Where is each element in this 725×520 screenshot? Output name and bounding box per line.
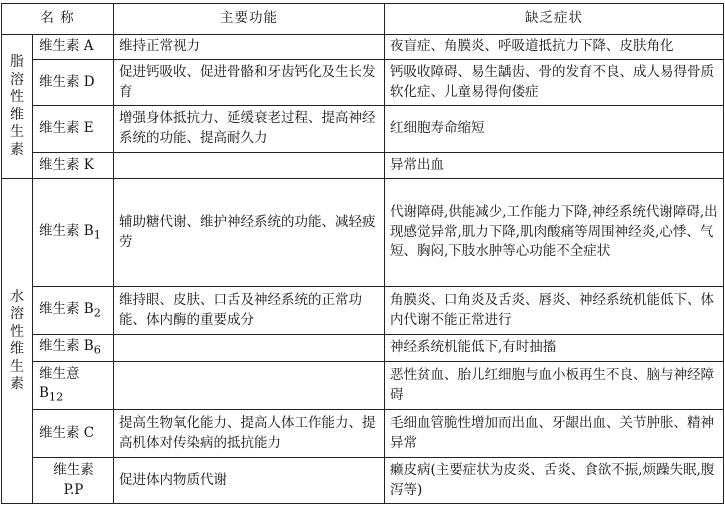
vitamin-name: 维生素 $B_1$ [33,179,114,287]
vitamin-function [114,335,385,362]
vitamin-function: 维持眼、皮肤、口舌及神经系统的正常功能、体内酶的重要成分 [114,287,385,335]
header-deficiency: 缺乏症状 [385,4,724,35]
table-row [2,287,724,335]
table-row [2,35,724,60]
vitamin-function: 增强身体抵抗力、延缓衰老过程、提高神经系统的功能、提高耐久力 [114,106,385,153]
vitamin-function: 促进体内物质代谢 [114,458,385,504]
vitamin-name: 维生素 D [33,60,114,106]
vitamin-deficiency: 毛细血管脆性增加而出血、牙龈出血、关节肿胀、精神异常 [385,410,724,458]
table-row [2,179,724,287]
vitamin-name: 维生素 $B_6$ [33,335,114,362]
table-row [2,106,724,153]
vitamin-deficiency: 夜盲症、角膜炎、呼吸道抵抗力下降、皮肤角化 [385,35,724,60]
group-fat-soluble: 脂溶性维生素 [2,35,33,179]
vitamin-deficiency: 代谢障碍,供能减少,工作能力下降,神经系统代谢障碍,出现感觉异常,肌力下降,肌肉酸痛等周围神经炎,心悸、气短、胸闷,下肢水肿等心功能不全症状 [385,179,724,287]
header-function: 主要功能 [114,4,385,35]
vitamin-function: 辅助糖代谢、维护神经系统的功能、减轻疲劳 [114,179,385,287]
table-row [2,410,724,458]
vitamin-deficiency: 癞皮病(主要症状为皮炎、舌炎、食欲不振,烦躁失眠,腹泻等) [385,458,724,504]
vitamin-function: 促进钙吸收、促进骨骼和牙齿钙化及生长发育 [114,60,385,106]
vitamin-name: 维生素 A [33,35,114,60]
table-row [2,335,724,362]
vitamin-name: 维生素 E [33,106,114,153]
vitamin-name: 维生素 $B_2$ [33,287,114,335]
vitamin-table [1,3,724,504]
table-header-row [2,4,724,35]
header-name: 名 称 [2,4,114,35]
vitamin-function [114,362,385,410]
group-water-soluble: 水溶性维生素 [2,179,33,504]
vitamin-function: 提高生物氧化能力、提高人体工作能力、提高机体对传染病的抵抗能力 [114,410,385,458]
vitamin-deficiency: 异常出血 [385,153,724,179]
vitamin-name: 维生素 P.P [33,458,114,504]
table-row [2,458,724,504]
vitamin-function: 维持正常视力 [114,35,385,60]
vitamin-function [114,153,385,179]
vitamin-name: 维生素 C [33,410,114,458]
table-row [2,362,724,410]
vitamin-deficiency: 红细胞寿命缩短 [385,106,724,153]
vitamin-name: 维生素 K [33,153,114,179]
vitamin-deficiency: 角膜炎、口角炎及舌炎、唇炎、神经系统机能低下、体内代谢不能正常进行 [385,287,724,335]
vitamin-deficiency: 神经系统机能低下,有时抽搐 [385,335,724,362]
vitamin-deficiency: 钙吸收障碍、易生龋齿、骨的发育不良、成人易得骨质软化症、儿童易得佝偻症 [385,60,724,106]
vitamin-deficiency: 恶性贫血、胎儿红细胞与血小板再生不良、脑与神经障碍 [385,362,724,410]
vitamin-name: 维生意 $B_{12}$ [33,362,114,410]
table-row [2,153,724,179]
table-row [2,60,724,106]
